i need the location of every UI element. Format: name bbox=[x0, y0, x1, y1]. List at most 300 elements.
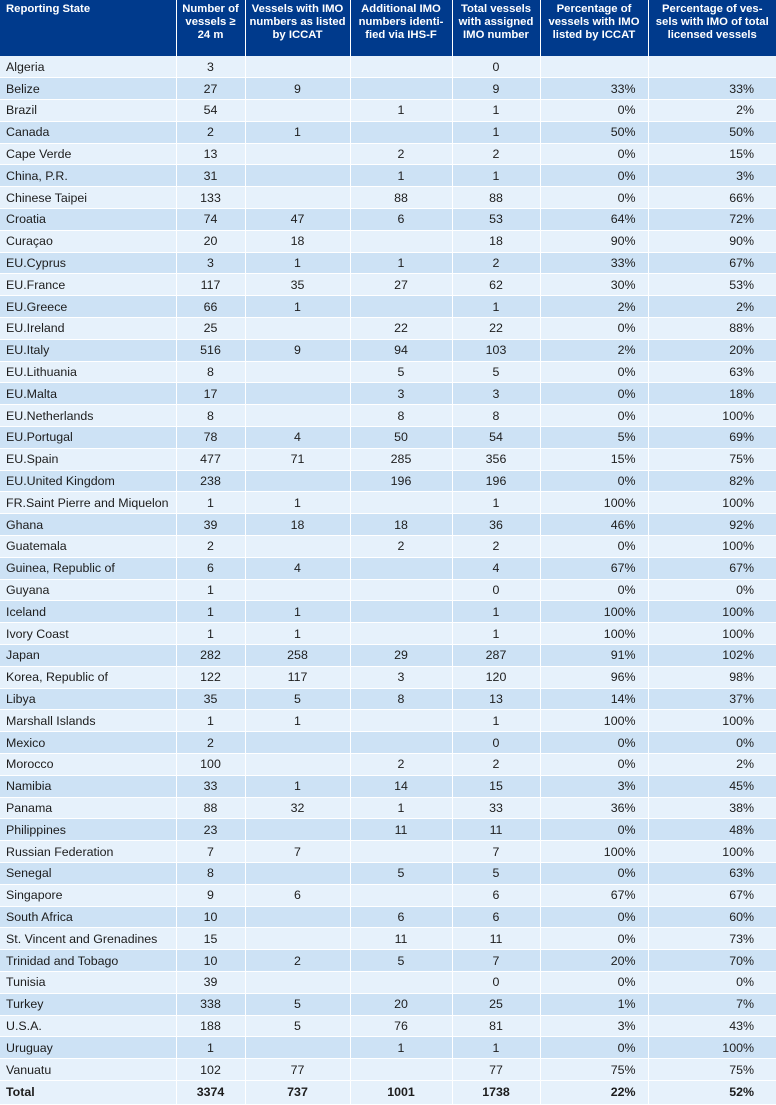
cell-total-vessels-imo: 8 bbox=[452, 405, 540, 427]
cell-percentage-iccat: 15% bbox=[540, 448, 648, 470]
cell-total-vessels-imo: 11 bbox=[452, 819, 540, 841]
cell-vessels-with-imo-iccat: 18 bbox=[245, 514, 350, 536]
header-reporting-state: Reporting State bbox=[0, 0, 176, 56]
cell-number-of-vessels: 338 bbox=[176, 993, 245, 1015]
cell-additional-imo: 2 bbox=[350, 536, 452, 558]
cell-reporting-state: Senegal bbox=[0, 862, 176, 884]
cell-vessels-with-imo-iccat: 4 bbox=[245, 427, 350, 449]
cell-number-of-vessels: 27 bbox=[176, 78, 245, 100]
table-row bbox=[0, 884, 776, 906]
table-row bbox=[0, 557, 776, 579]
cell-percentage-total: 53% bbox=[648, 274, 776, 296]
cell-percentage-total: 33% bbox=[648, 78, 776, 100]
cell-additional-imo: 2 bbox=[350, 754, 452, 776]
table-row bbox=[0, 841, 776, 863]
cell-total-vessels-imo: 25 bbox=[452, 993, 540, 1015]
table-row bbox=[0, 121, 776, 143]
cell-number-of-vessels: 8 bbox=[176, 862, 245, 884]
cell-number-of-vessels: 13 bbox=[176, 143, 245, 165]
cell-vessels-with-imo-iccat: 18 bbox=[245, 230, 350, 252]
cell-reporting-state: Chinese Taipei bbox=[0, 187, 176, 209]
cell-percentage-total: 43% bbox=[648, 1015, 776, 1037]
cell-additional-imo bbox=[350, 884, 452, 906]
table-row bbox=[0, 514, 776, 536]
cell-vessels-with-imo-iccat bbox=[245, 862, 350, 884]
cell-total-vessels-imo: 0 bbox=[452, 732, 540, 754]
cell-reporting-state: Croatia bbox=[0, 209, 176, 231]
cell-reporting-state: Vanuatu bbox=[0, 1059, 176, 1081]
cell-percentage-total: 100% bbox=[648, 841, 776, 863]
cell-percentage-iccat: 33% bbox=[540, 252, 648, 274]
cell-total-vessels-imo: 5 bbox=[452, 361, 540, 383]
cell-percentage-total: 15% bbox=[648, 143, 776, 165]
cell-vessels-with-imo-iccat: 7 bbox=[245, 841, 350, 863]
cell-percentage-total bbox=[648, 56, 776, 78]
cell-percentage-iccat: 0% bbox=[540, 470, 648, 492]
cell-additional-imo: 1 bbox=[350, 100, 452, 122]
cell-total-vessels-imo: 6 bbox=[452, 906, 540, 928]
header-percentage-iccat: Percentage of vessels with IMO listed by ICCAT bbox=[540, 0, 648, 56]
table-row bbox=[0, 143, 776, 165]
cell-percentage-total: 60% bbox=[648, 906, 776, 928]
cell-number-of-vessels: 477 bbox=[176, 448, 245, 470]
table-row bbox=[0, 797, 776, 819]
cell-percentage-iccat: 100% bbox=[540, 492, 648, 514]
cell-percentage-iccat: 100% bbox=[540, 841, 648, 863]
cell-percentage-iccat: 0% bbox=[540, 405, 648, 427]
cell-additional-imo bbox=[350, 601, 452, 623]
cell-percentage-total: 67% bbox=[648, 884, 776, 906]
cell-total-vessels-imo: 54 bbox=[452, 427, 540, 449]
cell-total-vessels-imo: 0 bbox=[452, 579, 540, 601]
cell-vessels-with-imo-iccat: 1 bbox=[245, 623, 350, 645]
cell-reporting-state: EU.Italy bbox=[0, 339, 176, 361]
cell-reporting-state: Ghana bbox=[0, 514, 176, 536]
cell-reporting-state: Marshall Islands bbox=[0, 710, 176, 732]
cell-reporting-state: Curaçao bbox=[0, 230, 176, 252]
cell-vessels-with-imo-iccat: 117 bbox=[245, 666, 350, 688]
table-row bbox=[0, 274, 776, 296]
table-row bbox=[0, 165, 776, 187]
cell-percentage-iccat: 50% bbox=[540, 121, 648, 143]
cell-reporting-state: Cape Verde bbox=[0, 143, 176, 165]
cell-additional-imo: 22 bbox=[350, 318, 452, 340]
cell-total-vessels-imo: 2 bbox=[452, 536, 540, 558]
cell-reporting-state: Singapore bbox=[0, 884, 176, 906]
cell-number-of-vessels: 66 bbox=[176, 296, 245, 318]
cell-additional-imo: 76 bbox=[350, 1015, 452, 1037]
cell-additional-imo: 8 bbox=[350, 405, 452, 427]
cell-percentage-iccat: 0% bbox=[540, 1037, 648, 1059]
total-vessels-with-imo-iccat: 737 bbox=[245, 1080, 350, 1104]
cell-reporting-state: EU.Spain bbox=[0, 448, 176, 470]
cell-vessels-with-imo-iccat: 4 bbox=[245, 557, 350, 579]
cell-total-vessels-imo: 3 bbox=[452, 383, 540, 405]
cell-percentage-iccat: 91% bbox=[540, 645, 648, 667]
cell-total-vessels-imo: 103 bbox=[452, 339, 540, 361]
cell-total-vessels-imo: 7 bbox=[452, 841, 540, 863]
cell-total-vessels-imo: 77 bbox=[452, 1059, 540, 1081]
cell-number-of-vessels: 15 bbox=[176, 928, 245, 950]
cell-vessels-with-imo-iccat bbox=[245, 405, 350, 427]
cell-reporting-state: China, P.R. bbox=[0, 165, 176, 187]
table-row bbox=[0, 710, 776, 732]
cell-number-of-vessels: 39 bbox=[176, 514, 245, 536]
cell-vessels-with-imo-iccat: 258 bbox=[245, 645, 350, 667]
cell-percentage-iccat: 5% bbox=[540, 427, 648, 449]
cell-reporting-state: Turkey bbox=[0, 993, 176, 1015]
cell-additional-imo: 27 bbox=[350, 274, 452, 296]
cell-percentage-total: 73% bbox=[648, 928, 776, 950]
cell-vessels-with-imo-iccat: 9 bbox=[245, 339, 350, 361]
cell-percentage-iccat: 67% bbox=[540, 884, 648, 906]
cell-percentage-total: 45% bbox=[648, 775, 776, 797]
cell-number-of-vessels: 238 bbox=[176, 470, 245, 492]
table-row bbox=[0, 993, 776, 1015]
cell-vessels-with-imo-iccat bbox=[245, 536, 350, 558]
cell-additional-imo: 2 bbox=[350, 143, 452, 165]
cell-percentage-total: 100% bbox=[648, 405, 776, 427]
cell-vessels-with-imo-iccat bbox=[245, 819, 350, 841]
table-total-row bbox=[0, 1080, 776, 1104]
cell-percentage-iccat bbox=[540, 56, 648, 78]
cell-reporting-state: Russian Federation bbox=[0, 841, 176, 863]
cell-percentage-iccat: 0% bbox=[540, 143, 648, 165]
total-percentage-total: 52% bbox=[648, 1080, 776, 1104]
header-number-of-vessels: Number of vessels ≥ 24 m bbox=[176, 0, 245, 56]
cell-total-vessels-imo: 356 bbox=[452, 448, 540, 470]
total-total-vessels-imo: 1738 bbox=[452, 1080, 540, 1104]
cell-number-of-vessels: 10 bbox=[176, 906, 245, 928]
cell-percentage-total: 50% bbox=[648, 121, 776, 143]
cell-additional-imo: 8 bbox=[350, 688, 452, 710]
cell-percentage-iccat: 96% bbox=[540, 666, 648, 688]
cell-percentage-total: 100% bbox=[648, 710, 776, 732]
cell-total-vessels-imo: 1 bbox=[452, 710, 540, 732]
cell-total-vessels-imo: 120 bbox=[452, 666, 540, 688]
header-vessels-with-imo-iccat: Vessels with IMO numbers as listed by ICCAT bbox=[245, 0, 350, 56]
cell-additional-imo bbox=[350, 841, 452, 863]
cell-percentage-iccat: 100% bbox=[540, 623, 648, 645]
cell-total-vessels-imo: 2 bbox=[452, 143, 540, 165]
cell-percentage-total: 100% bbox=[648, 492, 776, 514]
cell-vessels-with-imo-iccat bbox=[245, 1037, 350, 1059]
cell-percentage-iccat: 0% bbox=[540, 754, 648, 776]
cell-number-of-vessels: 33 bbox=[176, 775, 245, 797]
cell-percentage-iccat: 0% bbox=[540, 361, 648, 383]
cell-vessels-with-imo-iccat: 6 bbox=[245, 884, 350, 906]
cell-total-vessels-imo: 15 bbox=[452, 775, 540, 797]
cell-vessels-with-imo-iccat: 5 bbox=[245, 688, 350, 710]
cell-percentage-total: 20% bbox=[648, 339, 776, 361]
cell-additional-imo bbox=[350, 230, 452, 252]
cell-vessels-with-imo-iccat bbox=[245, 318, 350, 340]
cell-total-vessels-imo: 88 bbox=[452, 187, 540, 209]
cell-total-vessels-imo: 5 bbox=[452, 862, 540, 884]
cell-total-vessels-imo: 1 bbox=[452, 165, 540, 187]
cell-percentage-iccat: 0% bbox=[540, 928, 648, 950]
cell-total-vessels-imo: 11 bbox=[452, 928, 540, 950]
cell-number-of-vessels: 88 bbox=[176, 797, 245, 819]
header-additional-imo: Additional IMO numbers identi-fied via IHS-F bbox=[350, 0, 452, 56]
cell-number-of-vessels: 1 bbox=[176, 492, 245, 514]
cell-additional-imo bbox=[350, 557, 452, 579]
cell-total-vessels-imo: 4 bbox=[452, 557, 540, 579]
header-percentage-total: Percentage of ves-sels with IMO of total licensed vessels bbox=[648, 0, 776, 56]
cell-additional-imo: 5 bbox=[350, 862, 452, 884]
cell-additional-imo: 3 bbox=[350, 666, 452, 688]
cell-percentage-iccat: 14% bbox=[540, 688, 648, 710]
cell-number-of-vessels: 188 bbox=[176, 1015, 245, 1037]
cell-additional-imo: 94 bbox=[350, 339, 452, 361]
cell-reporting-state: Korea, Republic of bbox=[0, 666, 176, 688]
cell-percentage-total: 38% bbox=[648, 797, 776, 819]
table-row bbox=[0, 296, 776, 318]
cell-percentage-total: 48% bbox=[648, 819, 776, 841]
table-row bbox=[0, 732, 776, 754]
table-row bbox=[0, 601, 776, 623]
cell-vessels-with-imo-iccat bbox=[245, 100, 350, 122]
cell-percentage-total: 98% bbox=[648, 666, 776, 688]
cell-number-of-vessels: 20 bbox=[176, 230, 245, 252]
cell-number-of-vessels: 516 bbox=[176, 339, 245, 361]
table-row bbox=[0, 579, 776, 601]
cell-percentage-total: 100% bbox=[648, 623, 776, 645]
cell-total-vessels-imo: 1 bbox=[452, 121, 540, 143]
table-row bbox=[0, 1015, 776, 1037]
cell-number-of-vessels: 78 bbox=[176, 427, 245, 449]
table-row bbox=[0, 971, 776, 993]
cell-percentage-iccat: 0% bbox=[540, 862, 648, 884]
cell-vessels-with-imo-iccat bbox=[245, 165, 350, 187]
cell-total-vessels-imo: 1 bbox=[452, 1037, 540, 1059]
cell-reporting-state: Iceland bbox=[0, 601, 176, 623]
cell-percentage-total: 82% bbox=[648, 470, 776, 492]
cell-percentage-iccat: 0% bbox=[540, 819, 648, 841]
table-row bbox=[0, 928, 776, 950]
cell-additional-imo bbox=[350, 296, 452, 318]
table-row bbox=[0, 100, 776, 122]
cell-additional-imo: 50 bbox=[350, 427, 452, 449]
cell-percentage-iccat: 67% bbox=[540, 557, 648, 579]
cell-reporting-state: Morocco bbox=[0, 754, 176, 776]
cell-vessels-with-imo-iccat bbox=[245, 971, 350, 993]
table-row bbox=[0, 383, 776, 405]
cell-number-of-vessels: 1 bbox=[176, 623, 245, 645]
cell-total-vessels-imo: 287 bbox=[452, 645, 540, 667]
cell-total-vessels-imo: 1 bbox=[452, 100, 540, 122]
table-row bbox=[0, 187, 776, 209]
table-row bbox=[0, 1037, 776, 1059]
cell-reporting-state: EU.Lithuania bbox=[0, 361, 176, 383]
cell-percentage-total: 37% bbox=[648, 688, 776, 710]
cell-additional-imo: 5 bbox=[350, 361, 452, 383]
cell-percentage-iccat: 0% bbox=[540, 187, 648, 209]
cell-reporting-state: Guatemala bbox=[0, 536, 176, 558]
cell-reporting-state: EU.France bbox=[0, 274, 176, 296]
cell-additional-imo: 88 bbox=[350, 187, 452, 209]
cell-percentage-iccat: 2% bbox=[540, 296, 648, 318]
cell-reporting-state: EU.Greece bbox=[0, 296, 176, 318]
cell-reporting-state: Tunisia bbox=[0, 971, 176, 993]
cell-additional-imo: 1 bbox=[350, 797, 452, 819]
cell-additional-imo: 20 bbox=[350, 993, 452, 1015]
cell-total-vessels-imo: 0 bbox=[452, 971, 540, 993]
cell-vessels-with-imo-iccat: 1 bbox=[245, 296, 350, 318]
cell-additional-imo: 11 bbox=[350, 819, 452, 841]
cell-number-of-vessels: 17 bbox=[176, 383, 245, 405]
cell-vessels-with-imo-iccat: 2 bbox=[245, 950, 350, 972]
cell-percentage-iccat: 0% bbox=[540, 971, 648, 993]
cell-total-vessels-imo: 0 bbox=[452, 56, 540, 78]
cell-total-vessels-imo: 1 bbox=[452, 601, 540, 623]
table-row bbox=[0, 252, 776, 274]
cell-vessels-with-imo-iccat bbox=[245, 906, 350, 928]
cell-total-vessels-imo: 36 bbox=[452, 514, 540, 536]
cell-total-vessels-imo: 53 bbox=[452, 209, 540, 231]
cell-reporting-state: EU.Cyprus bbox=[0, 252, 176, 274]
cell-number-of-vessels: 7 bbox=[176, 841, 245, 863]
cell-additional-imo: 18 bbox=[350, 514, 452, 536]
cell-additional-imo: 6 bbox=[350, 906, 452, 928]
cell-percentage-total: 63% bbox=[648, 361, 776, 383]
cell-percentage-iccat: 0% bbox=[540, 732, 648, 754]
cell-vessels-with-imo-iccat bbox=[245, 361, 350, 383]
cell-reporting-state: Brazil bbox=[0, 100, 176, 122]
cell-vessels-with-imo-iccat: 1 bbox=[245, 710, 350, 732]
table-row bbox=[0, 361, 776, 383]
cell-percentage-iccat: 3% bbox=[540, 775, 648, 797]
cell-additional-imo: 1 bbox=[350, 165, 452, 187]
table-row bbox=[0, 623, 776, 645]
cell-number-of-vessels: 10 bbox=[176, 950, 245, 972]
table-row bbox=[0, 536, 776, 558]
cell-vessels-with-imo-iccat: 9 bbox=[245, 78, 350, 100]
cell-number-of-vessels: 2 bbox=[176, 732, 245, 754]
cell-percentage-total: 100% bbox=[648, 536, 776, 558]
cell-reporting-state: Guyana bbox=[0, 579, 176, 601]
cell-additional-imo bbox=[350, 579, 452, 601]
cell-total-vessels-imo: 18 bbox=[452, 230, 540, 252]
cell-number-of-vessels: 8 bbox=[176, 405, 245, 427]
cell-number-of-vessels: 54 bbox=[176, 100, 245, 122]
cell-percentage-total: 63% bbox=[648, 862, 776, 884]
cell-reporting-state: EU.Portugal bbox=[0, 427, 176, 449]
cell-percentage-iccat: 0% bbox=[540, 100, 648, 122]
cell-reporting-state: U.S.A. bbox=[0, 1015, 176, 1037]
cell-reporting-state: Philippines bbox=[0, 819, 176, 841]
table-row bbox=[0, 448, 776, 470]
table-row bbox=[0, 56, 776, 78]
table-row bbox=[0, 666, 776, 688]
cell-percentage-total: 2% bbox=[648, 100, 776, 122]
cell-percentage-total: 92% bbox=[648, 514, 776, 536]
cell-percentage-iccat: 0% bbox=[540, 536, 648, 558]
cell-additional-imo: 5 bbox=[350, 950, 452, 972]
cell-vessels-with-imo-iccat: 1 bbox=[245, 492, 350, 514]
cell-number-of-vessels: 1 bbox=[176, 1037, 245, 1059]
cell-percentage-total: 3% bbox=[648, 165, 776, 187]
cell-percentage-total: 2% bbox=[648, 754, 776, 776]
cell-reporting-state: Libya bbox=[0, 688, 176, 710]
cell-vessels-with-imo-iccat: 1 bbox=[245, 121, 350, 143]
cell-vessels-with-imo-iccat: 32 bbox=[245, 797, 350, 819]
table-row bbox=[0, 427, 776, 449]
cell-percentage-iccat: 64% bbox=[540, 209, 648, 231]
cell-additional-imo bbox=[350, 710, 452, 732]
cell-percentage-total: 67% bbox=[648, 252, 776, 274]
cell-vessels-with-imo-iccat: 47 bbox=[245, 209, 350, 231]
cell-number-of-vessels: 25 bbox=[176, 318, 245, 340]
cell-reporting-state: St. Vincent and Grenadines bbox=[0, 928, 176, 950]
cell-reporting-state: Belize bbox=[0, 78, 176, 100]
table-body bbox=[0, 56, 776, 1104]
cell-number-of-vessels: 100 bbox=[176, 754, 245, 776]
cell-total-vessels-imo: 33 bbox=[452, 797, 540, 819]
cell-number-of-vessels: 6 bbox=[176, 557, 245, 579]
cell-percentage-iccat: 46% bbox=[540, 514, 648, 536]
cell-additional-imo: 29 bbox=[350, 645, 452, 667]
table-row bbox=[0, 645, 776, 667]
table-row bbox=[0, 688, 776, 710]
table-row bbox=[0, 209, 776, 231]
cell-percentage-total: 88% bbox=[648, 318, 776, 340]
total-percentage-iccat: 22% bbox=[540, 1080, 648, 1104]
table-row bbox=[0, 906, 776, 928]
total-additional-imo: 1001 bbox=[350, 1080, 452, 1104]
cell-percentage-iccat: 100% bbox=[540, 710, 648, 732]
cell-percentage-iccat: 100% bbox=[540, 601, 648, 623]
cell-number-of-vessels: 3 bbox=[176, 252, 245, 274]
cell-reporting-state: Canada bbox=[0, 121, 176, 143]
cell-additional-imo bbox=[350, 492, 452, 514]
table-row bbox=[0, 78, 776, 100]
table-row bbox=[0, 775, 776, 797]
cell-vessels-with-imo-iccat bbox=[245, 732, 350, 754]
cell-percentage-iccat: 0% bbox=[540, 165, 648, 187]
table-row bbox=[0, 492, 776, 514]
cell-reporting-state: South Africa bbox=[0, 906, 176, 928]
header-total-vessels-imo: Total vessels with assigned IMO number bbox=[452, 0, 540, 56]
cell-total-vessels-imo: 7 bbox=[452, 950, 540, 972]
cell-vessels-with-imo-iccat: 5 bbox=[245, 1015, 350, 1037]
cell-percentage-iccat: 2% bbox=[540, 339, 648, 361]
cell-number-of-vessels: 1 bbox=[176, 579, 245, 601]
table-row bbox=[0, 230, 776, 252]
cell-vessels-with-imo-iccat: 1 bbox=[245, 775, 350, 797]
cell-additional-imo: 14 bbox=[350, 775, 452, 797]
cell-reporting-state: Uruguay bbox=[0, 1037, 176, 1059]
cell-number-of-vessels: 122 bbox=[176, 666, 245, 688]
cell-total-vessels-imo: 2 bbox=[452, 252, 540, 274]
cell-reporting-state: Guinea, Republic of bbox=[0, 557, 176, 579]
cell-total-vessels-imo: 2 bbox=[452, 754, 540, 776]
cell-percentage-total: 70% bbox=[648, 950, 776, 972]
cell-number-of-vessels: 1 bbox=[176, 601, 245, 623]
cell-percentage-total: 0% bbox=[648, 579, 776, 601]
cell-total-vessels-imo: 1 bbox=[452, 492, 540, 514]
cell-total-vessels-imo: 6 bbox=[452, 884, 540, 906]
cell-number-of-vessels: 133 bbox=[176, 187, 245, 209]
cell-reporting-state: EU.Netherlands bbox=[0, 405, 176, 427]
cell-number-of-vessels: 39 bbox=[176, 971, 245, 993]
cell-total-vessels-imo: 81 bbox=[452, 1015, 540, 1037]
table-row bbox=[0, 470, 776, 492]
cell-reporting-state: EU.Ireland bbox=[0, 318, 176, 340]
cell-reporting-state: Ivory Coast bbox=[0, 623, 176, 645]
cell-total-vessels-imo: 1 bbox=[452, 623, 540, 645]
table-row bbox=[0, 318, 776, 340]
